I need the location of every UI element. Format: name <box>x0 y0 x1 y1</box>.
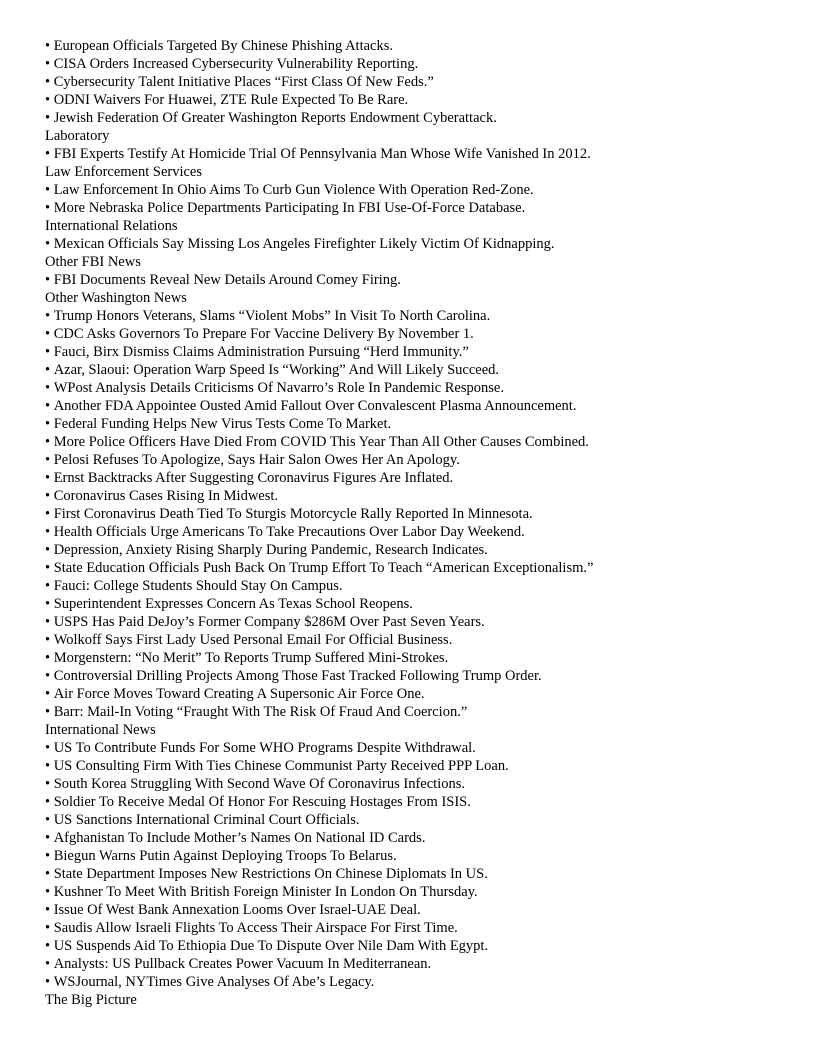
news-briefing-page <box>45 37 785 1009</box>
headline-item: • Cybersecurity Talent Initiative Places “First Class Of New Feds.” <box>45 73 785 91</box>
headline-item: • More Police Officers Have Died From COVID This Year Than All Other Causes Combined. <box>45 433 785 451</box>
headline-item: • Barr: Mail-In Voting “Fraught With The Risk Of Fraud And Coercion.” <box>45 703 785 721</box>
headline-item: • Coronavirus Cases Rising In Midwest. <box>45 487 785 505</box>
headline-item: • WPost Analysis Details Criticisms Of Navarro’s Role In Pandemic Response. <box>45 379 785 397</box>
section-heading: The Big Picture <box>45 992 137 1008</box>
headline-item: • Controversial Drilling Projects Among Those Fast Tracked Following Trump Order. <box>45 667 785 685</box>
section-heading: Laboratory <box>45 128 110 144</box>
headline-item: • Ernst Backtracks After Suggesting Coronavirus Figures Are Inflated. <box>45 469 785 487</box>
headline-item: • South Korea Struggling With Second Wave Of Coronavirus Infections. <box>45 775 785 793</box>
headline-item: • Morgenstern: “No Merit” To Reports Trump Suffered Mini-Strokes. <box>45 649 785 667</box>
headline-item: • FBI Experts Testify At Homicide Trial Of Pennsylvania Man Whose Wife Vanished In 2012. <box>45 145 785 163</box>
section-heading: Other Washington News <box>45 290 187 306</box>
headline-item: • FBI Documents Reveal New Details Around Comey Firing. <box>45 271 785 289</box>
headline-item: • Trump Honors Veterans, Slams “Violent Mobs” In Visit To North Carolina. <box>45 307 785 325</box>
headline-item: • Health Officials Urge Americans To Take Precautions Over Labor Day Weekend. <box>45 523 785 541</box>
headline-item: • More Nebraska Police Departments Participating In FBI Use-Of-Force Database. <box>45 199 785 217</box>
headline-item: • Issue Of West Bank Annexation Looms Over Israel-UAE Deal. <box>45 901 785 919</box>
section-heading: International Relations <box>45 218 178 234</box>
headline-item: • Air Force Moves Toward Creating A Supersonic Air Force One. <box>45 685 785 703</box>
headline-item: • Wolkoff Says First Lady Used Personal Email For Official Business. <box>45 631 785 649</box>
headline-item: • Superintendent Expresses Concern As Texas School Reopens. <box>45 595 785 613</box>
headline-item: • ODNI Waivers For Huawei, ZTE Rule Expected To Be Rare. <box>45 91 785 109</box>
headline-item: • Jewish Federation Of Greater Washington Reports Endowment Cyberattack. <box>45 109 785 127</box>
headline-item: • Azar, Slaoui: Operation Warp Speed Is “Working” And Will Likely Succeed. <box>45 361 785 379</box>
headline-item: • US Sanctions International Criminal Court Officials. <box>45 811 785 829</box>
headline-item: • Law Enforcement In Ohio Aims To Curb Gun Violence With Operation Red-Zone. <box>45 181 785 199</box>
section-heading: Other FBI News <box>45 254 141 270</box>
headline-item: • Kushner To Meet With British Foreign Minister In London On Thursday. <box>45 883 785 901</box>
headline-item: • US Suspends Aid To Ethiopia Due To Dispute Over Nile Dam With Egypt. <box>45 937 785 955</box>
headline-item: • First Coronavirus Death Tied To Sturgis Motorcycle Rally Reported In Minnesota. <box>45 505 785 523</box>
headline-item: • State Education Officials Push Back On Trump Effort To Teach “American Exceptionalism.” <box>45 559 785 577</box>
headline-item: • Analysts: US Pullback Creates Power Vacuum In Mediterranean. <box>45 955 785 973</box>
headline-item: • US Consulting Firm With Ties Chinese Communist Party Received PPP Loan. <box>45 757 785 775</box>
headline-item: • Fauci, Birx Dismiss Claims Administration Pursuing “Herd Immunity.” <box>45 343 785 361</box>
headline-item: • Soldier To Receive Medal Of Honor For Rescuing Hostages From ISIS. <box>45 793 785 811</box>
headline-item: • European Officials Targeted By Chinese Phishing Attacks. <box>45 37 785 55</box>
section-heading: International News <box>45 722 156 738</box>
headline-item: • CDC Asks Governors To Prepare For Vaccine Delivery By November 1. <box>45 325 785 343</box>
headline-item: • Biegun Warns Putin Against Deploying Troops To Belarus. <box>45 847 785 865</box>
headline-item: • Another FDA Appointee Ousted Amid Fallout Over Convalescent Plasma Announcement. <box>45 397 785 415</box>
section-heading: Law Enforcement Services <box>45 164 203 180</box>
headline-item: • US To Contribute Funds For Some WHO Programs Despite Withdrawal. <box>45 739 785 757</box>
headline-item: • Fauci: College Students Should Stay On Campus. <box>45 577 785 595</box>
headline-item: • Afghanistan To Include Mother’s Names On National ID Cards. <box>45 829 785 847</box>
headline-item: • Mexican Officials Say Missing Los Angeles Firefighter Likely Victim Of Kidnapping. <box>45 235 785 253</box>
headline-item: • Depression, Anxiety Rising Sharply During Pandemic, Research Indicates. <box>45 541 785 559</box>
headline-item: • State Department Imposes New Restrictions On Chinese Diplomats In US. <box>45 865 785 883</box>
headline-item: • Pelosi Refuses To Apologize, Says Hair Salon Owes Her An Apology. <box>45 451 785 469</box>
headline-item: • USPS Has Paid DeJoy’s Former Company $286M Over Past Seven Years. <box>45 613 785 631</box>
headline-item: • CISA Orders Increased Cybersecurity Vulnerability Reporting. <box>45 55 785 73</box>
headline-item: • Saudis Allow Israeli Flights To Access Their Airspace For First Time. <box>45 919 785 937</box>
headline-item: • WSJournal, NYTimes Give Analyses Of Abe’s Legacy. <box>45 973 785 991</box>
headline-item: • Federal Funding Helps New Virus Tests Come To Market. <box>45 415 785 433</box>
